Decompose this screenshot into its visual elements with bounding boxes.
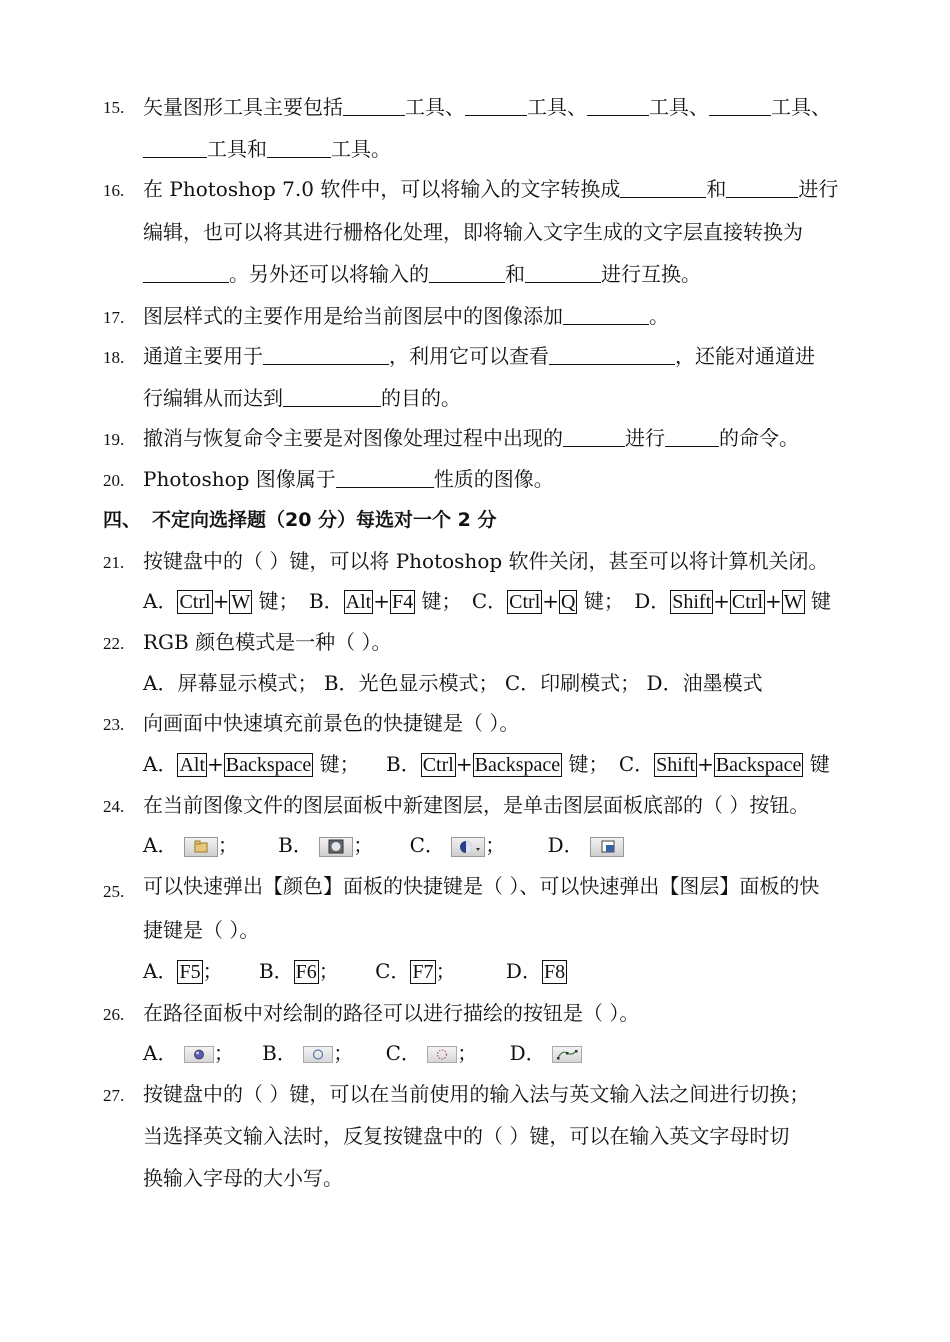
blank	[267, 139, 331, 158]
text: 工具、	[649, 95, 709, 119]
key-suffix: 键；	[313, 752, 360, 776]
question-number: 21.	[103, 553, 125, 572]
key-backspace: Backspace	[715, 754, 802, 776]
question-24-text: 在当前图像文件的图层面板中新建图层，是单击图层面板底部的（ ）按钮。	[143, 793, 810, 817]
question-number: 18.	[103, 348, 125, 367]
key-backspace: Backspace	[225, 754, 312, 776]
question-23-text: 向画面中快速填充前景色的快捷键是（ ）。	[143, 711, 520, 735]
key-ctrl: Ctrl	[731, 591, 764, 613]
separator: ；	[435, 959, 456, 983]
question-19-line1	[143, 426, 799, 450]
option-letter: A．	[143, 1041, 178, 1065]
blank	[143, 264, 229, 283]
option-letter: C．	[471, 589, 508, 613]
text: Photoshop 图像属于	[143, 467, 336, 491]
question-27-line3: 换输入字母的大小写。	[143, 1166, 343, 1190]
section-number: 四、	[103, 509, 142, 531]
key-suffix: 键；	[252, 589, 299, 613]
plus: +	[542, 589, 560, 613]
key-ctrl: Ctrl	[179, 591, 211, 613]
option-letter: C．	[618, 752, 655, 776]
separator: ；	[333, 1041, 354, 1065]
option-b	[386, 752, 608, 777]
question-17-line1	[143, 304, 669, 328]
option-d	[634, 589, 831, 614]
key-shift: Shift	[656, 754, 696, 776]
blank	[709, 97, 771, 116]
separator: ；	[217, 833, 238, 857]
text: 工具、	[527, 95, 587, 119]
key-backspace: Backspace	[474, 754, 561, 776]
text: 在 Photoshop 7.0 软件中，可以将输入的文字转换成	[143, 177, 621, 201]
option-letter: C．	[375, 959, 411, 983]
text: 的目的。	[381, 386, 461, 410]
blank	[336, 469, 434, 488]
selection-path-icon	[427, 1046, 457, 1063]
text: 性质的图像。	[433, 467, 554, 491]
work-path-icon	[552, 1046, 582, 1063]
question-25-options	[143, 959, 567, 984]
folder-icon	[184, 837, 218, 857]
plus: +	[212, 589, 230, 613]
option-letter: A．	[143, 589, 178, 613]
blank	[525, 264, 601, 283]
question-15-line1	[143, 95, 831, 119]
question-15-line2	[143, 137, 391, 161]
option-letter: D．	[547, 833, 584, 857]
separator: ；	[318, 959, 339, 983]
blank	[620, 179, 706, 198]
option-d: D．油墨模式	[646, 671, 763, 695]
text: 的命令。	[719, 426, 799, 450]
blank	[587, 97, 649, 116]
blank	[143, 139, 207, 158]
plus: +	[455, 752, 473, 776]
text: 通道主要用于	[143, 344, 263, 368]
option-b	[309, 589, 462, 614]
separator: ；	[353, 833, 374, 857]
separator: ；	[457, 1041, 478, 1065]
question-16-line3	[143, 262, 701, 286]
blank	[429, 264, 505, 283]
option-a	[143, 752, 360, 777]
key-suffix: 键	[804, 589, 832, 613]
option-letter: A．	[143, 752, 178, 776]
question-24-options	[143, 833, 624, 857]
separator: ；	[202, 959, 223, 983]
key-f5: F5	[179, 961, 201, 983]
question-18-line2	[143, 386, 461, 410]
option-letter: B．	[278, 833, 313, 857]
question-25-line1: 可以快速弹出【颜色】面板的快捷键是（ ）、可以快速弹出【图层】面板的快	[143, 874, 820, 898]
text: ，利用它可以查看	[389, 344, 549, 368]
plus: +	[765, 589, 782, 613]
question-21-options	[143, 589, 831, 614]
option-letter: B．	[308, 589, 344, 613]
blank	[726, 179, 798, 198]
key-f6: F6	[295, 961, 317, 983]
text: 撤消与恢复命令主要是对图像处理过程中出现的	[143, 426, 563, 450]
option-letter: D．	[509, 1041, 546, 1065]
question-20-line1	[143, 467, 554, 491]
question-number: 17.	[103, 308, 125, 327]
option-letter: D．	[634, 589, 671, 613]
blank	[465, 97, 527, 116]
question-21-text: 按键盘中的（ ）键，可以将 Photoshop 软件关闭，甚至可以将计算机关闭。	[143, 549, 829, 573]
fill-path-icon	[184, 1046, 214, 1063]
key-f7: F7	[412, 961, 434, 983]
text: 进行	[798, 177, 839, 201]
option-letter: B．	[258, 959, 294, 983]
option-b: B．光色显示模式；	[323, 671, 499, 695]
question-number: 27.	[103, 1086, 125, 1105]
text: 进行互换。	[601, 262, 701, 286]
option-a: A．屏幕显示模式；	[143, 671, 318, 695]
stroke-path-icon	[303, 1046, 333, 1063]
question-27-line2: 当选择英文输入法时，反复按键盘中的（ ）键，可以在输入英文字母时切	[143, 1124, 790, 1148]
option-letter: D．	[505, 959, 542, 983]
plus: +	[697, 752, 714, 776]
key-suffix: 键；	[577, 589, 624, 613]
question-26-options	[143, 1041, 582, 1065]
blank	[563, 306, 649, 325]
question-number: 16.	[103, 181, 125, 200]
text: 工具和	[207, 137, 267, 161]
option-c	[619, 752, 830, 777]
text: 和	[706, 177, 727, 201]
text: 工具。	[331, 137, 391, 161]
key-suffix: 键	[803, 752, 830, 776]
question-number: 24.	[103, 797, 125, 816]
option-letter: B．	[386, 752, 421, 776]
new-layer-icon	[590, 837, 624, 857]
question-22-text: RGB 颜色模式是一种（ ）。	[143, 630, 392, 654]
key-w: W	[231, 591, 251, 613]
key-alt: Alt	[179, 754, 206, 776]
text: 工具、	[771, 95, 831, 119]
section-title: 不定向选择题（20 分）每选对一个 2 分	[152, 509, 497, 531]
option-letter: C．	[385, 1041, 421, 1065]
blank	[283, 388, 381, 407]
question-number: 22.	[103, 634, 125, 653]
option-c	[472, 589, 624, 614]
question-23-options	[143, 752, 830, 777]
text: ，还能对通道进	[675, 344, 815, 368]
adjustment-icon	[451, 837, 485, 857]
option-letter: A．	[143, 833, 178, 857]
text: 。	[649, 304, 669, 328]
question-number: 26.	[103, 1005, 125, 1024]
text: 和	[505, 262, 525, 286]
text: 进行	[625, 426, 665, 450]
separator: ；	[213, 1041, 234, 1065]
text: 行编辑从而达到	[143, 386, 283, 410]
text: 矢量图形工具主要包括	[143, 95, 343, 119]
option-letter: B．	[262, 1041, 297, 1065]
blank	[343, 97, 405, 116]
question-16-line2: 编辑，也可以将其进行栅格化处理，即将输入文字生成的文字层直接转换为	[143, 220, 803, 244]
key-shift: Shift	[672, 591, 712, 613]
plus: +	[207, 752, 224, 776]
blank	[549, 346, 675, 365]
key-w: W	[783, 591, 803, 613]
key-suffix: 键；	[415, 589, 462, 613]
question-25-line2: 捷键是（ ）。	[143, 918, 260, 942]
question-22-options	[143, 671, 763, 695]
key-ctrl: Ctrl	[422, 754, 454, 776]
text: 图层样式的主要作用是给当前图层中的图像添加	[143, 304, 563, 328]
option-letter: A．	[143, 959, 178, 983]
key-f4: F4	[391, 591, 414, 613]
blank	[665, 428, 719, 447]
plus: +	[373, 589, 390, 613]
blank	[563, 428, 625, 447]
text: 工具、	[405, 95, 465, 119]
question-number: 25.	[103, 882, 125, 901]
option-letter: C．	[409, 833, 445, 857]
question-number: 23.	[103, 715, 125, 734]
question-18-line1	[143, 344, 815, 368]
plus: +	[713, 589, 730, 613]
question-number: 20.	[103, 471, 125, 490]
separator: ；	[485, 833, 506, 857]
key-ctrl: Ctrl	[509, 591, 541, 613]
question-16-line1	[143, 177, 838, 201]
option-a	[143, 589, 299, 614]
option-c: C．印刷模式；	[504, 671, 641, 695]
question-27-line1: 按键盘中的（ ）键，可以在当前使用的输入法与英文输入法之间进行切换；	[143, 1082, 810, 1106]
key-f8: F8	[543, 961, 566, 983]
key-suffix: 键；	[562, 752, 609, 776]
blank	[263, 346, 389, 365]
question-number: 15.	[103, 98, 125, 117]
key-alt: Alt	[345, 591, 372, 613]
question-number: 19.	[103, 430, 125, 449]
key-q: Q	[561, 591, 576, 613]
question-26-text: 在路径面板中对绘制的路径可以进行描绘的按钮是（ ）。	[143, 1001, 640, 1025]
mask-icon	[319, 837, 353, 857]
text: 。另外还可以将输入的	[229, 262, 429, 286]
